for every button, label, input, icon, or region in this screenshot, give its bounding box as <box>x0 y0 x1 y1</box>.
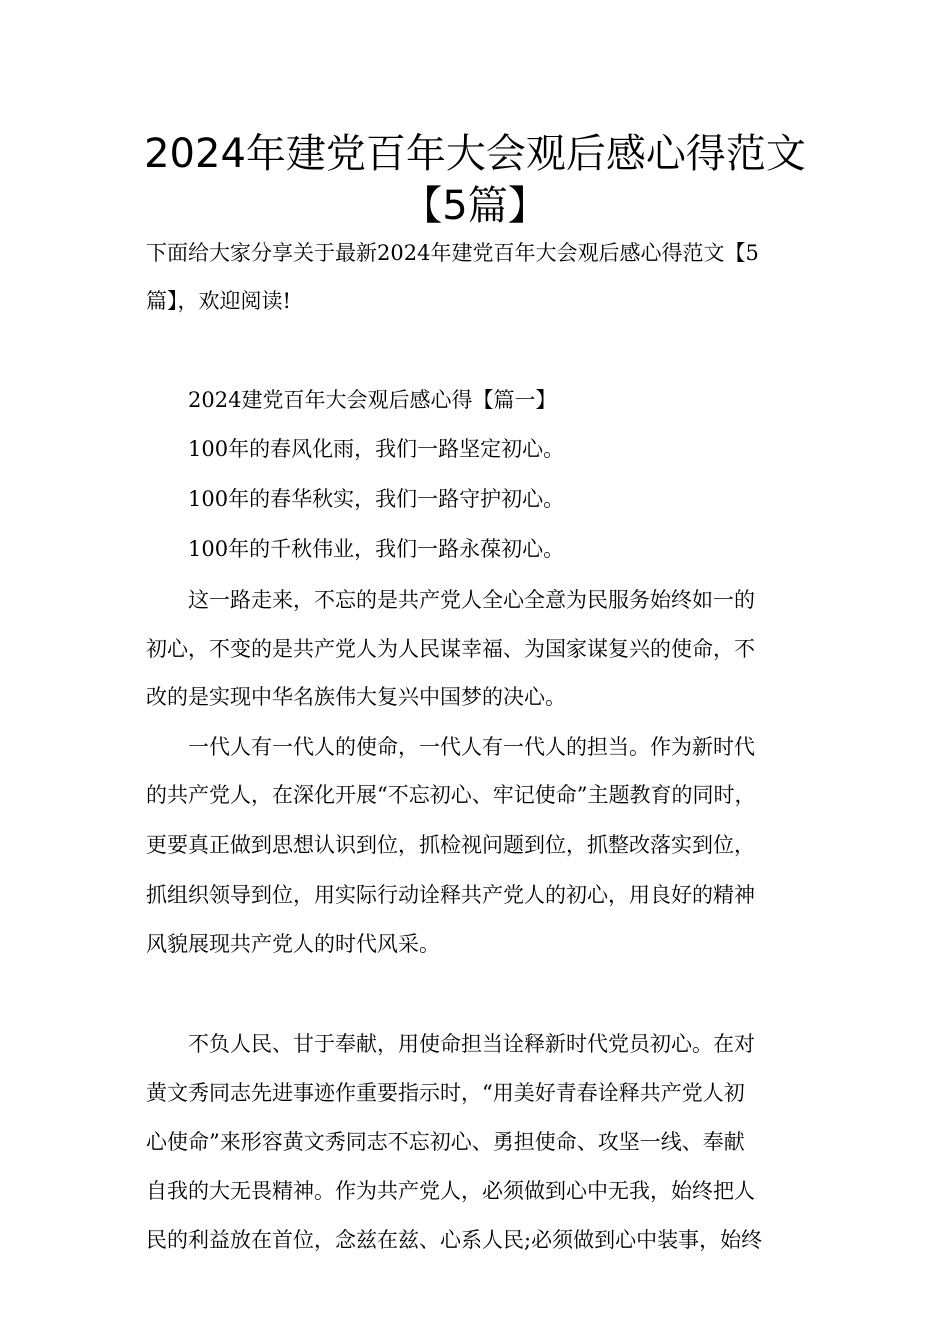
paragraph-line: 抓组织领导到位，用实际行动诠释共产党人的初心，用良好的精神 <box>146 883 755 907</box>
paragraph-line: 自我的大无畏精神。作为共产党人，必须做到心中无我，始终把人 <box>146 1179 755 1203</box>
paragraph-line: 的共产党人，在深化开展“不忘初心、牢记使命”主题教育的同时， <box>146 783 756 807</box>
paragraph-line: 更要真正做到思想认识到位，抓检视问题到位，抓整改落实到位， <box>146 833 755 857</box>
paragraph-line: 民的利益放在首位，念兹在兹、心系人民;必须做到心中装事，始终 <box>146 1228 763 1252</box>
intro-line-1: 下面给大家分享关于最新2024年建党百年大会观后感心得范文【5 <box>146 241 759 265</box>
section-heading: 2024建党百年大会观后感心得【篇一】 <box>188 388 557 412</box>
intro-line-2: 篇】，欢迎阅读! <box>146 289 291 313</box>
paragraph-line: 100年的千秋伟业，我们一路永葆初心。 <box>188 537 565 561</box>
paragraph-line: 100年的春华秋实，我们一路守护初心。 <box>188 487 565 511</box>
paragraph-line: 初心，不变的是共产党人为人民谋幸福、为国家谋复兴的使命，不 <box>146 637 755 661</box>
document-title-line-2: 【5篇】 <box>402 183 548 229</box>
paragraph-line: 风貌展现共产党人的时代风采。 <box>146 932 440 956</box>
document-title-line-1: 2024年建党百年大会观后感心得范文 <box>144 131 806 177</box>
paragraph-line: 改的是实现中华名族伟大复兴中国梦的决心。 <box>146 685 566 709</box>
paragraph-line: 不负人民、甘于奉献，用使命担当诠释新时代党员初心。在对 <box>188 1032 755 1056</box>
paragraph-line: 心使命”来形容黄文秀同志不忘初心、勇担使命、攻坚一线、奉献 <box>146 1130 745 1154</box>
paragraph-line: 这一路走来，不忘的是共产党人全心全意为民服务始终如一的 <box>188 588 755 612</box>
paragraph-line: 100年的春风化雨，我们一路坚定初心。 <box>188 437 565 461</box>
paragraph-line: 一代人有一代人的使命，一代人有一代人的担当。作为新时代 <box>188 735 755 759</box>
paragraph-line: 黄文秀同志先进事迹作重要指示时，“用美好青春诠释共产党人初 <box>146 1081 745 1105</box>
